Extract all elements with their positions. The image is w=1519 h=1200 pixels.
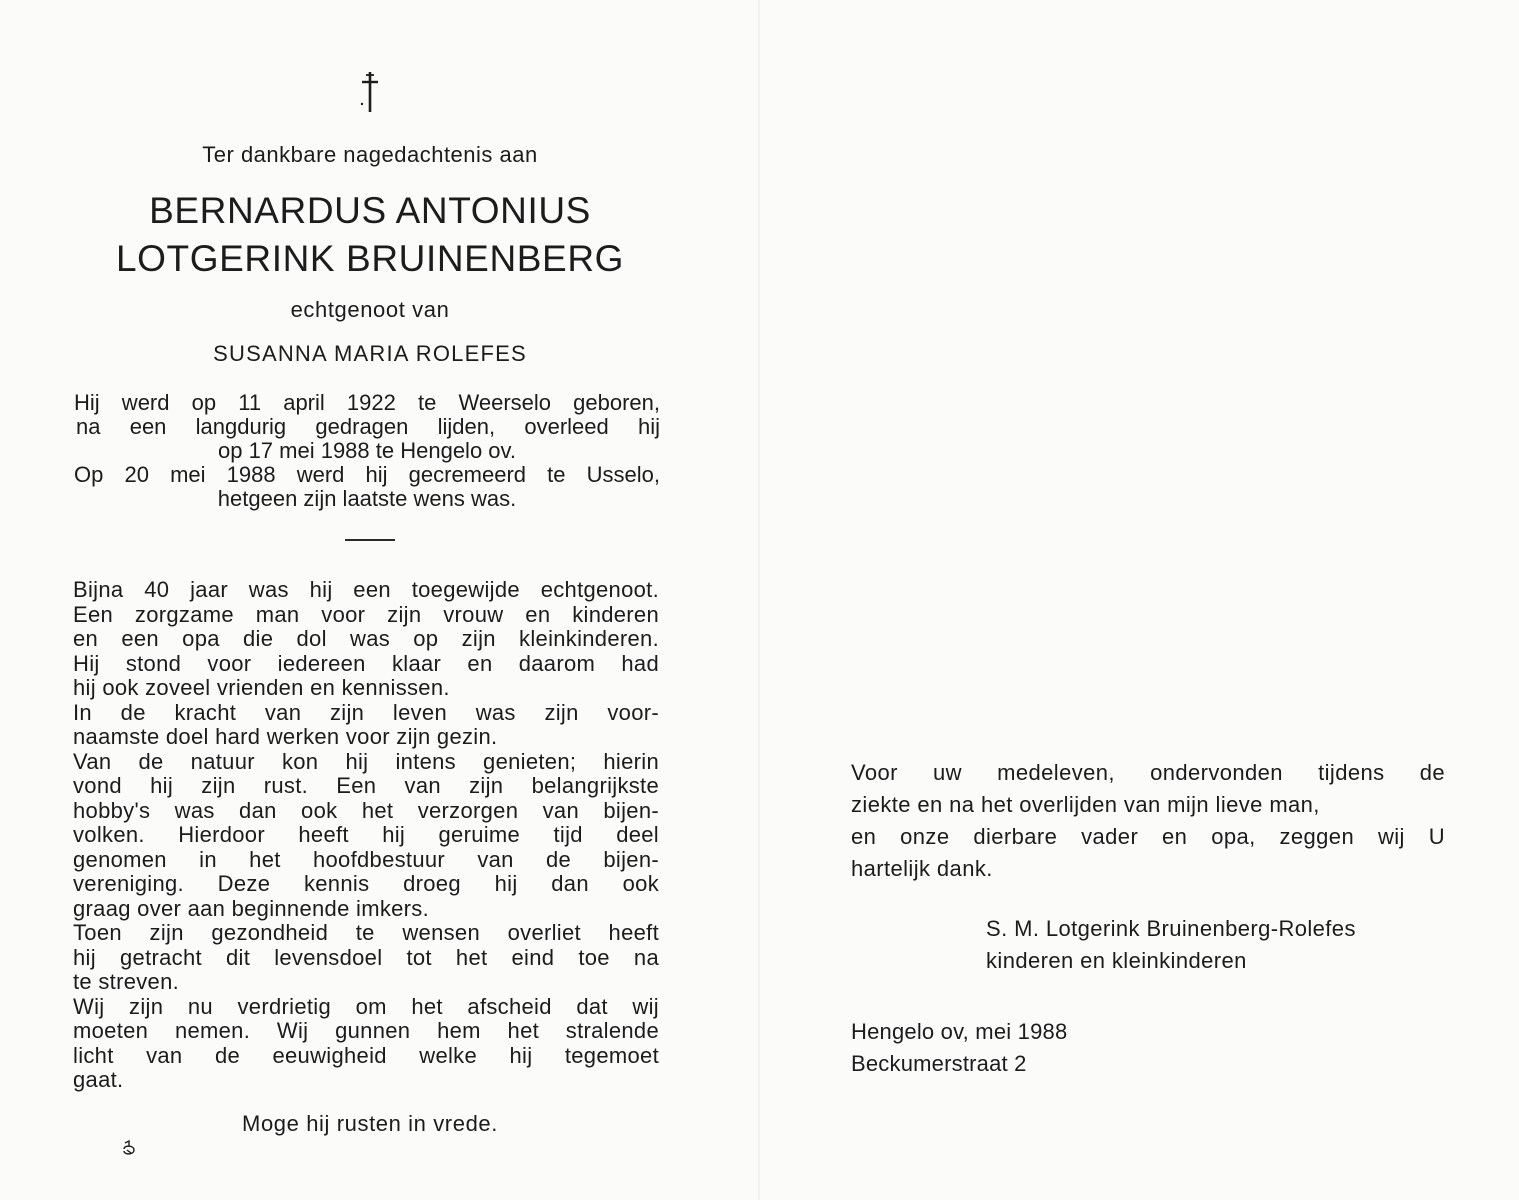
thanks-line: en onze dierbare vader en opa, zeggen wij U <box>851 824 1445 849</box>
dedication-intro: Ter dankbare nagedachtenis aan <box>202 142 538 167</box>
tribute-line: volken. Hierdoor heeft hij geruime tijd deel <box>73 822 659 847</box>
tribute-line: genomen in het hoofdbestuur van de bijen- <box>73 846 659 872</box>
deceased-name-line1: BERNARDUS ANTONIUS <box>149 190 591 231</box>
tribute-line: vereniging. Deze kennis droeg hij dan ook <box>73 871 659 896</box>
tribute-line: en een opa die dol was op zijn kleinkinderen. <box>73 626 659 651</box>
bio-line: hetgeen zijn laatste wens was. <box>217 486 517 511</box>
tribute-line: naamste doel hard werken voor zijn gezin. <box>73 724 498 749</box>
tribute-line: Wij zijn nu verdrietig om het afscheid dat wij <box>73 993 659 1019</box>
deceased-name-line2: LOTGERINK BRUINENBERG <box>115 238 625 279</box>
tribute-line: In de kracht van zijn leven was zijn voor- <box>73 699 659 725</box>
tribute-line: Van de natuur kon hij intens genieten; hierin <box>73 748 659 774</box>
biography-paragraph <box>74 391 660 511</box>
spouse-intro: echtgenoot van <box>290 297 450 322</box>
printer-mark-icon <box>121 1140 137 1158</box>
tribute-line: hobby's was dan ook het verzorgen van bijen- <box>73 797 659 823</box>
tribute-line: hij ook zoveel vrienden en kennissen. <box>73 675 450 700</box>
closing-line: Moge hij rusten in vrede. <box>242 1111 498 1136</box>
tribute-line: Een zorgzame man voor zijn vrouw en kinderen <box>73 601 659 627</box>
bio-line: op 17 mei 1988 te Hengelo ov. <box>217 438 517 463</box>
place-block <box>851 1016 1067 1080</box>
address: Beckumerstraat 2 <box>851 1051 1027 1076</box>
signature-block <box>986 913 1356 977</box>
tribute-line: Hij stond voor iedereen klaar en daarom had <box>73 650 659 676</box>
cross-icon <box>355 68 385 116</box>
tribute-line: hij getracht dit levensdoel tot het eind toe na <box>73 944 659 970</box>
tribute-line: Bijna 40 jaar was hij een toegewijde echtgenoot. <box>73 577 659 602</box>
divider <box>345 539 395 541</box>
thanks-line: hartelijk dank. <box>851 856 993 881</box>
place-date: Hengelo ov, mei 1988 <box>851 1019 1068 1044</box>
acknowledgement-paragraph <box>851 757 1445 885</box>
tribute-line: te streven. <box>73 969 180 994</box>
bio-line: Hij werd op 11 april 1922 te Weerselo geboren, <box>74 390 660 415</box>
bio-line: na een langdurig gedragen lijden, overleed hij <box>76 414 660 439</box>
signature-name: S. M. Lotgerink Bruinenberg-Rolefes <box>986 916 1356 941</box>
tribute-line: moeten nemen. Wij gunnen hem het stralende <box>73 1018 659 1043</box>
tribute-line: Toen zijn gezondheid te wensen overliet heeft <box>73 920 659 945</box>
thanks-line: ziekte en na het overlijden van mijn lieve man, <box>851 792 1320 817</box>
tribute-line: licht van de eeuwigheid welke hij tegemoet <box>73 1042 659 1068</box>
tribute-line: gaat. <box>73 1067 124 1092</box>
spouse-name: SUSANNA MARIA ROLEFES <box>213 341 527 366</box>
bio-line: Op 20 mei 1988 werd hij gecremeerd te Usselo, <box>74 462 660 487</box>
thanks-line: Voor uw medeleven, ondervonden tijdens de <box>851 760 1445 785</box>
tribute-paragraph <box>73 578 659 1093</box>
signature-family: kinderen en kleinkinderen <box>986 948 1247 973</box>
tribute-line: graag over aan beginnende imkers. <box>73 895 430 921</box>
tribute-line: vond hij zijn rust. Een van zijn belangrijkste <box>73 773 659 798</box>
